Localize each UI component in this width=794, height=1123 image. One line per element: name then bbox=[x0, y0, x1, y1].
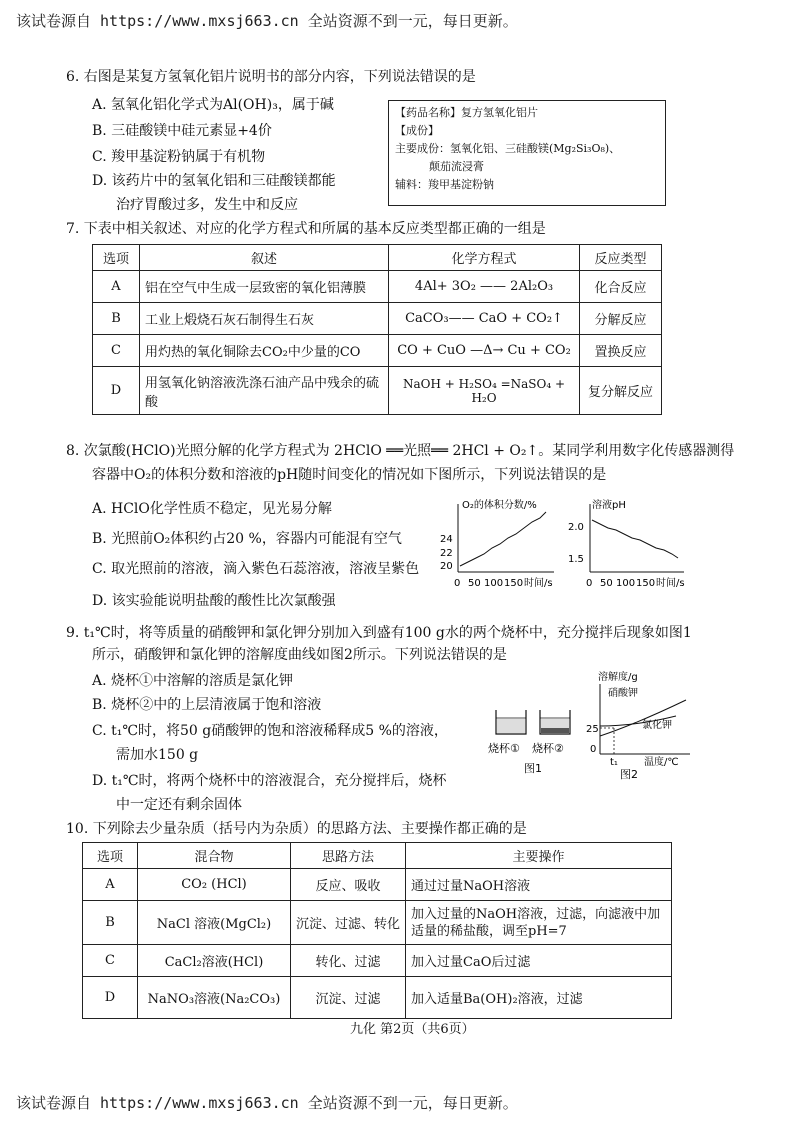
ph-xtick: 0 bbox=[586, 578, 593, 589]
q10-header-cell: 选项 bbox=[83, 843, 138, 869]
q7-header-cell: 选项 bbox=[93, 245, 140, 271]
kno3-label: 硝酸钾 bbox=[608, 688, 638, 699]
q8-option-d: D. 该实验能说明盐酸的酸性比次氯酸强 bbox=[92, 593, 336, 609]
o2-ytick: 22 bbox=[440, 548, 453, 559]
q10-header-cell: 混合物 bbox=[138, 843, 291, 869]
q9-stem-1: 9. t₁℃时，将等质量的硝酸钾和氯化钾分别加入到盛有100 g水的两个烧杯中，充分搅拌后现象如图1 bbox=[66, 625, 692, 641]
q10-cell: 加入过量CaO后过滤 bbox=[406, 945, 672, 977]
y25-label: 25 bbox=[586, 724, 599, 735]
box-line-5: 辅料：羧甲基淀粉钠 bbox=[395, 178, 494, 191]
q7-cell: CO + CuO —Δ→ Cu + CO₂ bbox=[389, 335, 580, 367]
q9-option-a: A. 烧杯①中溶解的溶质是氯化钾 bbox=[92, 673, 294, 689]
ph-chart-curve bbox=[592, 520, 678, 558]
ph-chart-ylabel: 溶液pH bbox=[592, 500, 626, 511]
q7-cell: 铝在空气中生成一层致密的氧化铝薄膜 bbox=[140, 271, 389, 303]
o2-xtick: 150 bbox=[504, 578, 524, 589]
q7-cell: B bbox=[93, 303, 140, 335]
q10-cell: 加入过量的NaOH溶液，过滤，向滤液中加适量的稀盐酸，调至pH=7 bbox=[406, 901, 672, 945]
q7-header-cell: 化学方程式 bbox=[389, 245, 580, 271]
table-row bbox=[83, 901, 672, 945]
beaker-2 bbox=[540, 710, 570, 734]
solubility-ylabel: 溶解度/g bbox=[598, 672, 638, 683]
beakers-figure bbox=[488, 700, 588, 780]
header-watermark: 该试卷源自 https://www.mxsj663.cn 全站资源不到一元，每日更新。 bbox=[16, 12, 518, 30]
q10-cell: CaCl₂溶液(HCl) bbox=[138, 945, 291, 977]
ph-xtick: 150 bbox=[636, 578, 656, 589]
table-row bbox=[83, 869, 672, 901]
medicine-label-box bbox=[388, 100, 666, 206]
q10-cell: D bbox=[83, 977, 138, 1019]
q10-header-cell: 思路方法 bbox=[291, 843, 406, 869]
solubility-chart bbox=[586, 668, 694, 780]
q6-option-b: B. 三硅酸镁中硅元素显+4价 bbox=[92, 123, 272, 139]
q7-cell: A bbox=[93, 271, 140, 303]
q9-option-b: B. 烧杯②中的上层清液属于饱和溶液 bbox=[92, 697, 322, 713]
q8-stem-1: 8. 次氯酸(HClO)光照分解的化学方程式为 2HClO ══光照══ 2HCl + O₂↑。某同学利用数字化传感器测得 bbox=[66, 443, 735, 459]
beaker-2-label: 烧杯② bbox=[532, 742, 564, 755]
ph-xtick: 100 bbox=[616, 578, 636, 589]
fig2-caption: 图2 bbox=[620, 768, 638, 780]
q10-cell: NaCl 溶液(MgCl₂) bbox=[138, 901, 291, 945]
o2-chart-curve bbox=[460, 512, 546, 566]
q6-option-d: D. 该药片中的氢氧化铝和三硅酸镁都能 bbox=[92, 173, 336, 189]
table-row bbox=[93, 271, 662, 303]
o2-ytick: 24 bbox=[440, 534, 453, 545]
kcl-label: 氯化钾 bbox=[642, 720, 672, 731]
q7-cell: 用灼热的氧化铜除去CO₂中少量的CO bbox=[140, 335, 389, 367]
q7-header-cell: 反应类型 bbox=[580, 245, 662, 271]
q8-option-b: B. 光照前O₂体积约占20 %，容器内可能混有空气 bbox=[92, 531, 402, 547]
q9-option-d: D. t₁℃时，将两个烧杯中的溶液混合，充分搅拌后，烧杯 bbox=[92, 773, 447, 789]
t1-label: t₁ bbox=[610, 757, 618, 768]
box-line-4: 颠茄流浸膏 bbox=[429, 160, 484, 173]
q10-cell: C bbox=[83, 945, 138, 977]
q9-stem-2: 所示，硝酸钾和氯化钾的溶解度曲线如图2所示。下列说法错误的是 bbox=[92, 647, 507, 663]
q8-stem-2: 容器中O₂的体积分数和溶液的pH随时间变化的情况如下图所示，下列说法错误的是 bbox=[92, 467, 607, 483]
ph-ytick: 2.0 bbox=[568, 522, 584, 533]
q10-cell: 通过过量NaOH溶液 bbox=[406, 869, 672, 901]
q10-cell: 反应、吸收 bbox=[291, 869, 406, 901]
q7-stem: 7. 下表中相关叙述、对应的化学方程式和所属的基本反应类型都正确的一组是 bbox=[66, 221, 546, 237]
q9-option-c-cont: 需加水150 g bbox=[116, 747, 199, 763]
q10-cell: 沉淀、过滤、转化 bbox=[291, 901, 406, 945]
q7-cell: 置换反应 bbox=[580, 335, 662, 367]
q10-header-cell: 主要操作 bbox=[406, 843, 672, 869]
page-footer: 九化 第2页（共6页） bbox=[350, 1022, 475, 1037]
q6-option-a: A. 氢氧化铝化学式为Al(OH)₃，属于碱 bbox=[92, 97, 334, 113]
ph-chart-xlabel: 时间/s bbox=[656, 578, 685, 589]
q7-header-cell: 叙述 bbox=[140, 245, 389, 271]
table-row bbox=[93, 335, 662, 367]
table-row bbox=[83, 945, 672, 977]
box-line-1: 【药品名称】复方氢氧化铝片 bbox=[395, 106, 538, 119]
box-line-3: 主要成份：氢氧化铝、三硅酸镁(Mg₂Si₃O₈)、 bbox=[395, 142, 621, 155]
q9-option-c: C. t₁℃时，将50 g硝酸钾的饱和溶液稀释成5 %的溶液， bbox=[92, 723, 448, 739]
beaker-1-label: 烧杯① bbox=[488, 742, 520, 755]
q7-cell: CaCO₃—— CaO + CO₂↑ bbox=[389, 303, 580, 335]
ph-xtick: 50 bbox=[600, 578, 613, 589]
q7-cell: C bbox=[93, 335, 140, 367]
o2-xtick: 0 bbox=[454, 578, 461, 589]
q7-cell: D bbox=[93, 367, 140, 415]
q10-stem: 10. 下列除去少量杂质（括号内为杂质）的思路方法、主要操作都正确的是 bbox=[66, 821, 527, 837]
table-row bbox=[93, 367, 662, 415]
q9-option-d-cont: 中一定还有剩余固体 bbox=[116, 797, 242, 813]
o2-xtick: 100 bbox=[484, 578, 504, 589]
q8-option-a: A. HClO化学性质不稳定，见光易分解 bbox=[92, 501, 332, 517]
q10-cell: NaNO₃溶液(Na₂CO₃) bbox=[138, 977, 291, 1019]
q10-cell: B bbox=[83, 901, 138, 945]
fig1-caption: 图1 bbox=[524, 762, 542, 775]
q10-cell: 加入适量Ba(OH)₂溶液，过滤 bbox=[406, 977, 672, 1019]
q7-cell: NaOH + H₂SO₄ =NaSO₄ + H₂O bbox=[389, 367, 580, 415]
q10-cell: 沉淀、过滤 bbox=[291, 977, 406, 1019]
q8-option-c: C. 取光照前的溶液，滴入紫色石蕊溶液，溶液呈紫色 bbox=[92, 561, 420, 577]
q10-table bbox=[82, 842, 672, 1019]
q10-cell: A bbox=[83, 869, 138, 901]
footer-watermark: 该试卷源自 https://www.mxsj663.cn 全站资源不到一元，每日更新。 bbox=[16, 1094, 518, 1112]
q7-cell: 用氢氧化钠溶液洗涤石油产品中残余的硫酸 bbox=[140, 367, 389, 415]
q6-option-c: C. 羧甲基淀粉钠属于有机物 bbox=[92, 149, 266, 165]
o2-chart-xlabel: 时间/s bbox=[524, 578, 553, 589]
ph-ytick: 1.5 bbox=[568, 554, 584, 565]
solubility-xlabel: 温度/℃ bbox=[644, 757, 679, 768]
q7-cell: 复分解反应 bbox=[580, 367, 662, 415]
o2-ytick: 20 bbox=[440, 561, 453, 572]
q7-cell: 化合反应 bbox=[580, 271, 662, 303]
q7-cell: 分解反应 bbox=[580, 303, 662, 335]
o2-xtick: 50 bbox=[468, 578, 481, 589]
q10-cell: CO₂ (HCl) bbox=[138, 869, 291, 901]
ph-chart bbox=[566, 496, 694, 596]
o2-chart-ylabel: O₂的体积分数/% bbox=[462, 500, 537, 511]
box-line-2: 【成份】 bbox=[395, 124, 439, 137]
o2-volume-chart bbox=[436, 496, 564, 596]
table-row bbox=[83, 977, 672, 1019]
beaker-1 bbox=[496, 710, 526, 734]
q7-cell: 4Al+ 3O₂ —— 2Al₂O₃ bbox=[389, 271, 580, 303]
q7-cell: 工业上煅烧石灰石制得生石灰 bbox=[140, 303, 389, 335]
table-row bbox=[93, 303, 662, 335]
q6-stem: 6. 右图是某复方氢氧化铝片说明书的部分内容，下列说法错误的是 bbox=[66, 69, 476, 85]
q6-option-d-cont: 治疗胃酸过多，发生中和反应 bbox=[116, 197, 298, 213]
q10-cell: 转化、过滤 bbox=[291, 945, 406, 977]
origin-label: 0 bbox=[590, 744, 597, 755]
q7-table bbox=[92, 244, 662, 415]
